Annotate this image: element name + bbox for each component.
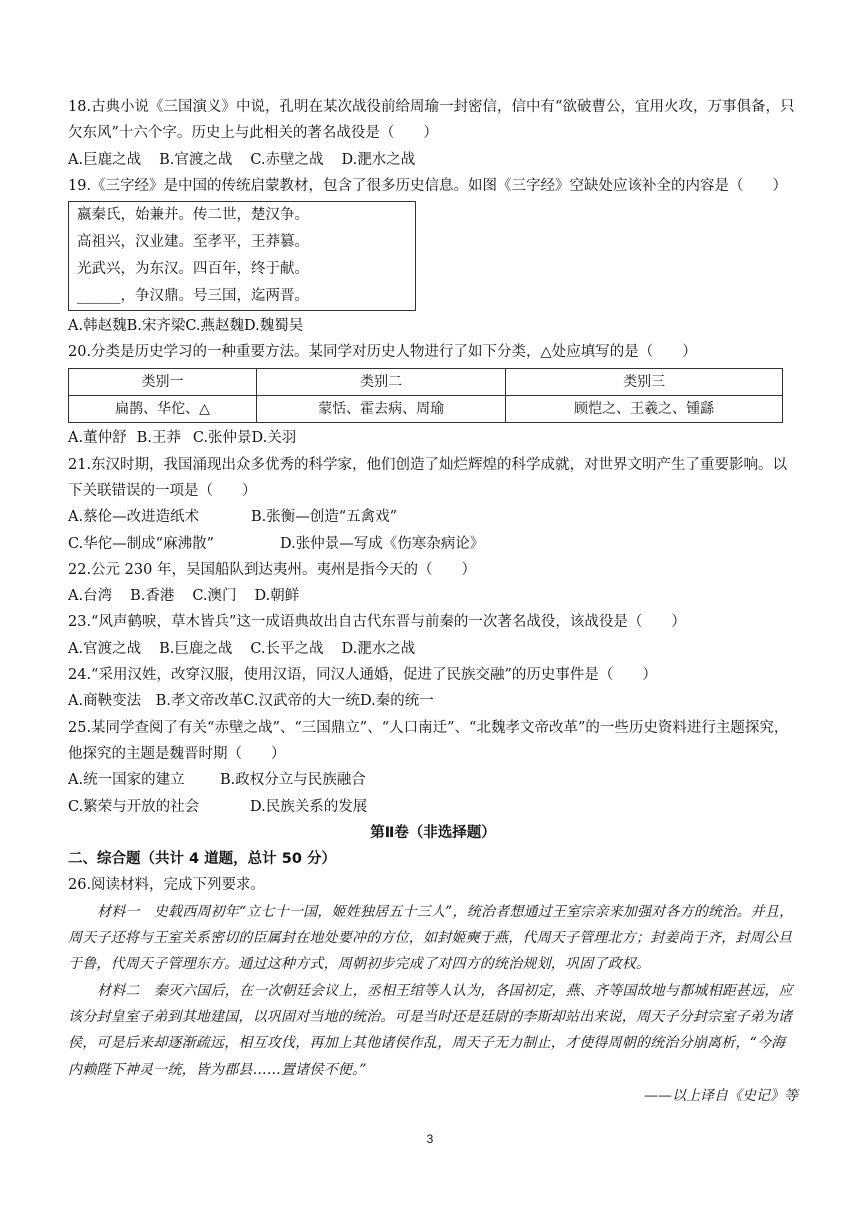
q25-option-b: B.政权分立与民族融合 xyxy=(220,772,366,789)
q23-option-d: D.淝水之战 xyxy=(341,640,416,657)
q22-options xyxy=(68,583,798,609)
table-row xyxy=(69,396,783,423)
q23-option-a: A.官渡之战 xyxy=(68,640,142,657)
q18-stem: 18.古典小说《三国演义》中说，孔明在某次战役前给周瑜一封密信，信中有“欲破曹公，宜用火攻，万事俱备，只欠东风”十六个字。历史上与此相关的著名战役是（ ） xyxy=(68,99,795,142)
q19-options: A.韩赵魏B.宋齐梁C.燕赵魏D.魏蜀吴 xyxy=(68,318,304,335)
q21-options-row1 xyxy=(68,504,798,530)
q20-option-a: A.董仲舒 xyxy=(68,430,127,447)
table-header-row xyxy=(69,368,783,395)
q21-stem: 21.东汉时期，我国涌现出众多优秀的科学家，他们创造了灿烂辉煌的科学成就，对世界文明产生了重要影响。以下关联错误的一项是（ ） xyxy=(68,456,788,499)
q20-option-c: C.张仲景 xyxy=(192,430,252,447)
table-header-cell: 类别一 xyxy=(69,368,257,395)
q22-option-b: B.香港 xyxy=(130,588,175,605)
q22-option-c: C.澳门 xyxy=(192,588,237,605)
q18-options xyxy=(68,147,798,173)
q19-verse-2: 高祖兴，汉业建。至孝平，王莽篡。 xyxy=(77,234,309,251)
q23-stem: 23.“风声鹤唳，草木皆兵”这一成语典故出自古代东晋与前秦的一次著名战役，该战役是（ ） xyxy=(68,614,686,631)
table-cell: 扁鹊、华佗、△ xyxy=(69,396,257,423)
q25-option-a: A.统一国家的建立 xyxy=(68,772,185,789)
q26-stem: 26.阅读材料，完成下列要求。 xyxy=(68,877,266,894)
q20-options xyxy=(68,425,798,451)
q19-verse-4: ______，争汉鼎。号三国，迄两晋。 xyxy=(77,288,309,305)
q18-option-c: C.赤壁之战 xyxy=(250,151,324,168)
q20-classification-table xyxy=(68,368,783,424)
q25-options-row2 xyxy=(68,794,798,820)
q23-option-b: B.巨鹿之战 xyxy=(159,640,233,657)
q25-option-c: C.繁荣与开放的社会 xyxy=(68,798,200,815)
part2-heading: 二、综合题（共计 4 道题，总计 50 分） xyxy=(68,851,336,868)
q26-material-2: 材料二 秦灭六国后，在一次朝廷会议上，丞相王绾等人认为，各国初定，燕、齐等国故地与都城相距甚远，应该分封皇室子弟到其地建国，以巩固对当地的统治。可是当时还是廷尉的李斯却站出来说，周天子分封宗室子弟为诸侯，可是后来却逐渐疏远，相互攻伐，再加上其他诸侯作乱，周天子无力制止，才使得周朝的统治分崩离析，“今海内赖陛下神灵一统，皆为郡县……置诸侯不便。” xyxy=(68,982,793,1078)
q22-stem: 22.公元 230 年，吴国船队到达夷州。夷州是指今天的（ ） xyxy=(68,561,476,578)
table-header-cell: 类别三 xyxy=(506,368,783,395)
q21-option-b: B.张衡—创造“五禽戏” xyxy=(251,509,398,526)
q23-options xyxy=(68,636,798,662)
page-number: 3 xyxy=(426,1132,434,1146)
q19-verse-1: 嬴秦氏，始兼并。传二世，楚汉争。 xyxy=(77,207,309,224)
section-title: 第Ⅱ卷（非选择题） xyxy=(370,824,496,841)
q24-stem: 24.“采用汉姓，改穿汉服，使用汉语，同汉人通婚，促进了民族交融”的历史事件是（ ） xyxy=(68,667,657,684)
q21-option-c: C.华佗—制成“麻沸散” xyxy=(68,535,215,552)
q18-option-d: D.淝水之战 xyxy=(341,151,416,168)
q21-option-d: D.张仲景—写成《伤寒杂病论》 xyxy=(280,535,485,552)
q22-option-d: D.朝鲜 xyxy=(254,588,300,605)
q20-option-d: D.关羽 xyxy=(251,430,297,447)
q20-option-b: B.王莽 xyxy=(136,430,181,447)
q26-source: ——以上译自《史记》等 xyxy=(644,1087,798,1104)
q19-verse-box xyxy=(68,201,416,311)
q23-option-c: C.长平之战 xyxy=(250,640,324,657)
q18-option-b: B.官渡之战 xyxy=(159,151,233,168)
q24-options: A.商鞅变法 B.孝文帝改革C.汉武帝的大一统D.秦的统一 xyxy=(68,693,434,710)
q19-verse-3: 光武兴，为东汉。四百年，终于献。 xyxy=(77,261,309,278)
q25-options-row1 xyxy=(68,767,798,793)
q22-option-a: A.台湾 xyxy=(68,588,113,605)
table-cell: 蒙恬、霍去病、周瑜 xyxy=(256,396,505,423)
q19-stem: 19.《三字经》是中国的传统启蒙教材，包含了很多历史信息。如图《三字经》空缺处应该补全的内容是（ ） xyxy=(68,177,788,194)
q26-material-1: 材料一 史载西周初年“立七十一国，姬姓独居五十三人”，统治者想通过王室宗亲来加强对各方的统治。并且，周天子还将与王室关系密切的臣属封在地处要冲的方位，如封姬奭于燕，代周天子管理北方；封姜尚于齐，封周公旦于鲁，代周天子管理东方。通过这种方式，周朝初步完成了对四方的统治规划，巩固了政权。 xyxy=(68,903,794,973)
exam-content xyxy=(68,94,798,1109)
q18-option-a: A.巨鹿之战 xyxy=(68,151,142,168)
q25-stem: 25.某同学查阅了有关“赤壁之战”、“三国鼎立”、“人口南迁”、“北魏孝文帝改革”的一些历史资料进行主题探究，他探究的主题是魏晋时期（ ） xyxy=(68,719,789,762)
table-cell: 顾恺之、王羲之、锺繇 xyxy=(506,396,783,423)
q21-options-row2 xyxy=(68,531,798,557)
q20-stem: 20.分类是历史学习的一种重要方法。某同学对历史人物进行了如下分类，△处应填写的是（ ） xyxy=(68,344,697,361)
q25-option-d: D.民族关系的发展 xyxy=(250,798,368,815)
q21-option-a: A.蔡伦—改进造纸术 xyxy=(68,509,200,526)
table-header-cell: 类别二 xyxy=(256,368,505,395)
